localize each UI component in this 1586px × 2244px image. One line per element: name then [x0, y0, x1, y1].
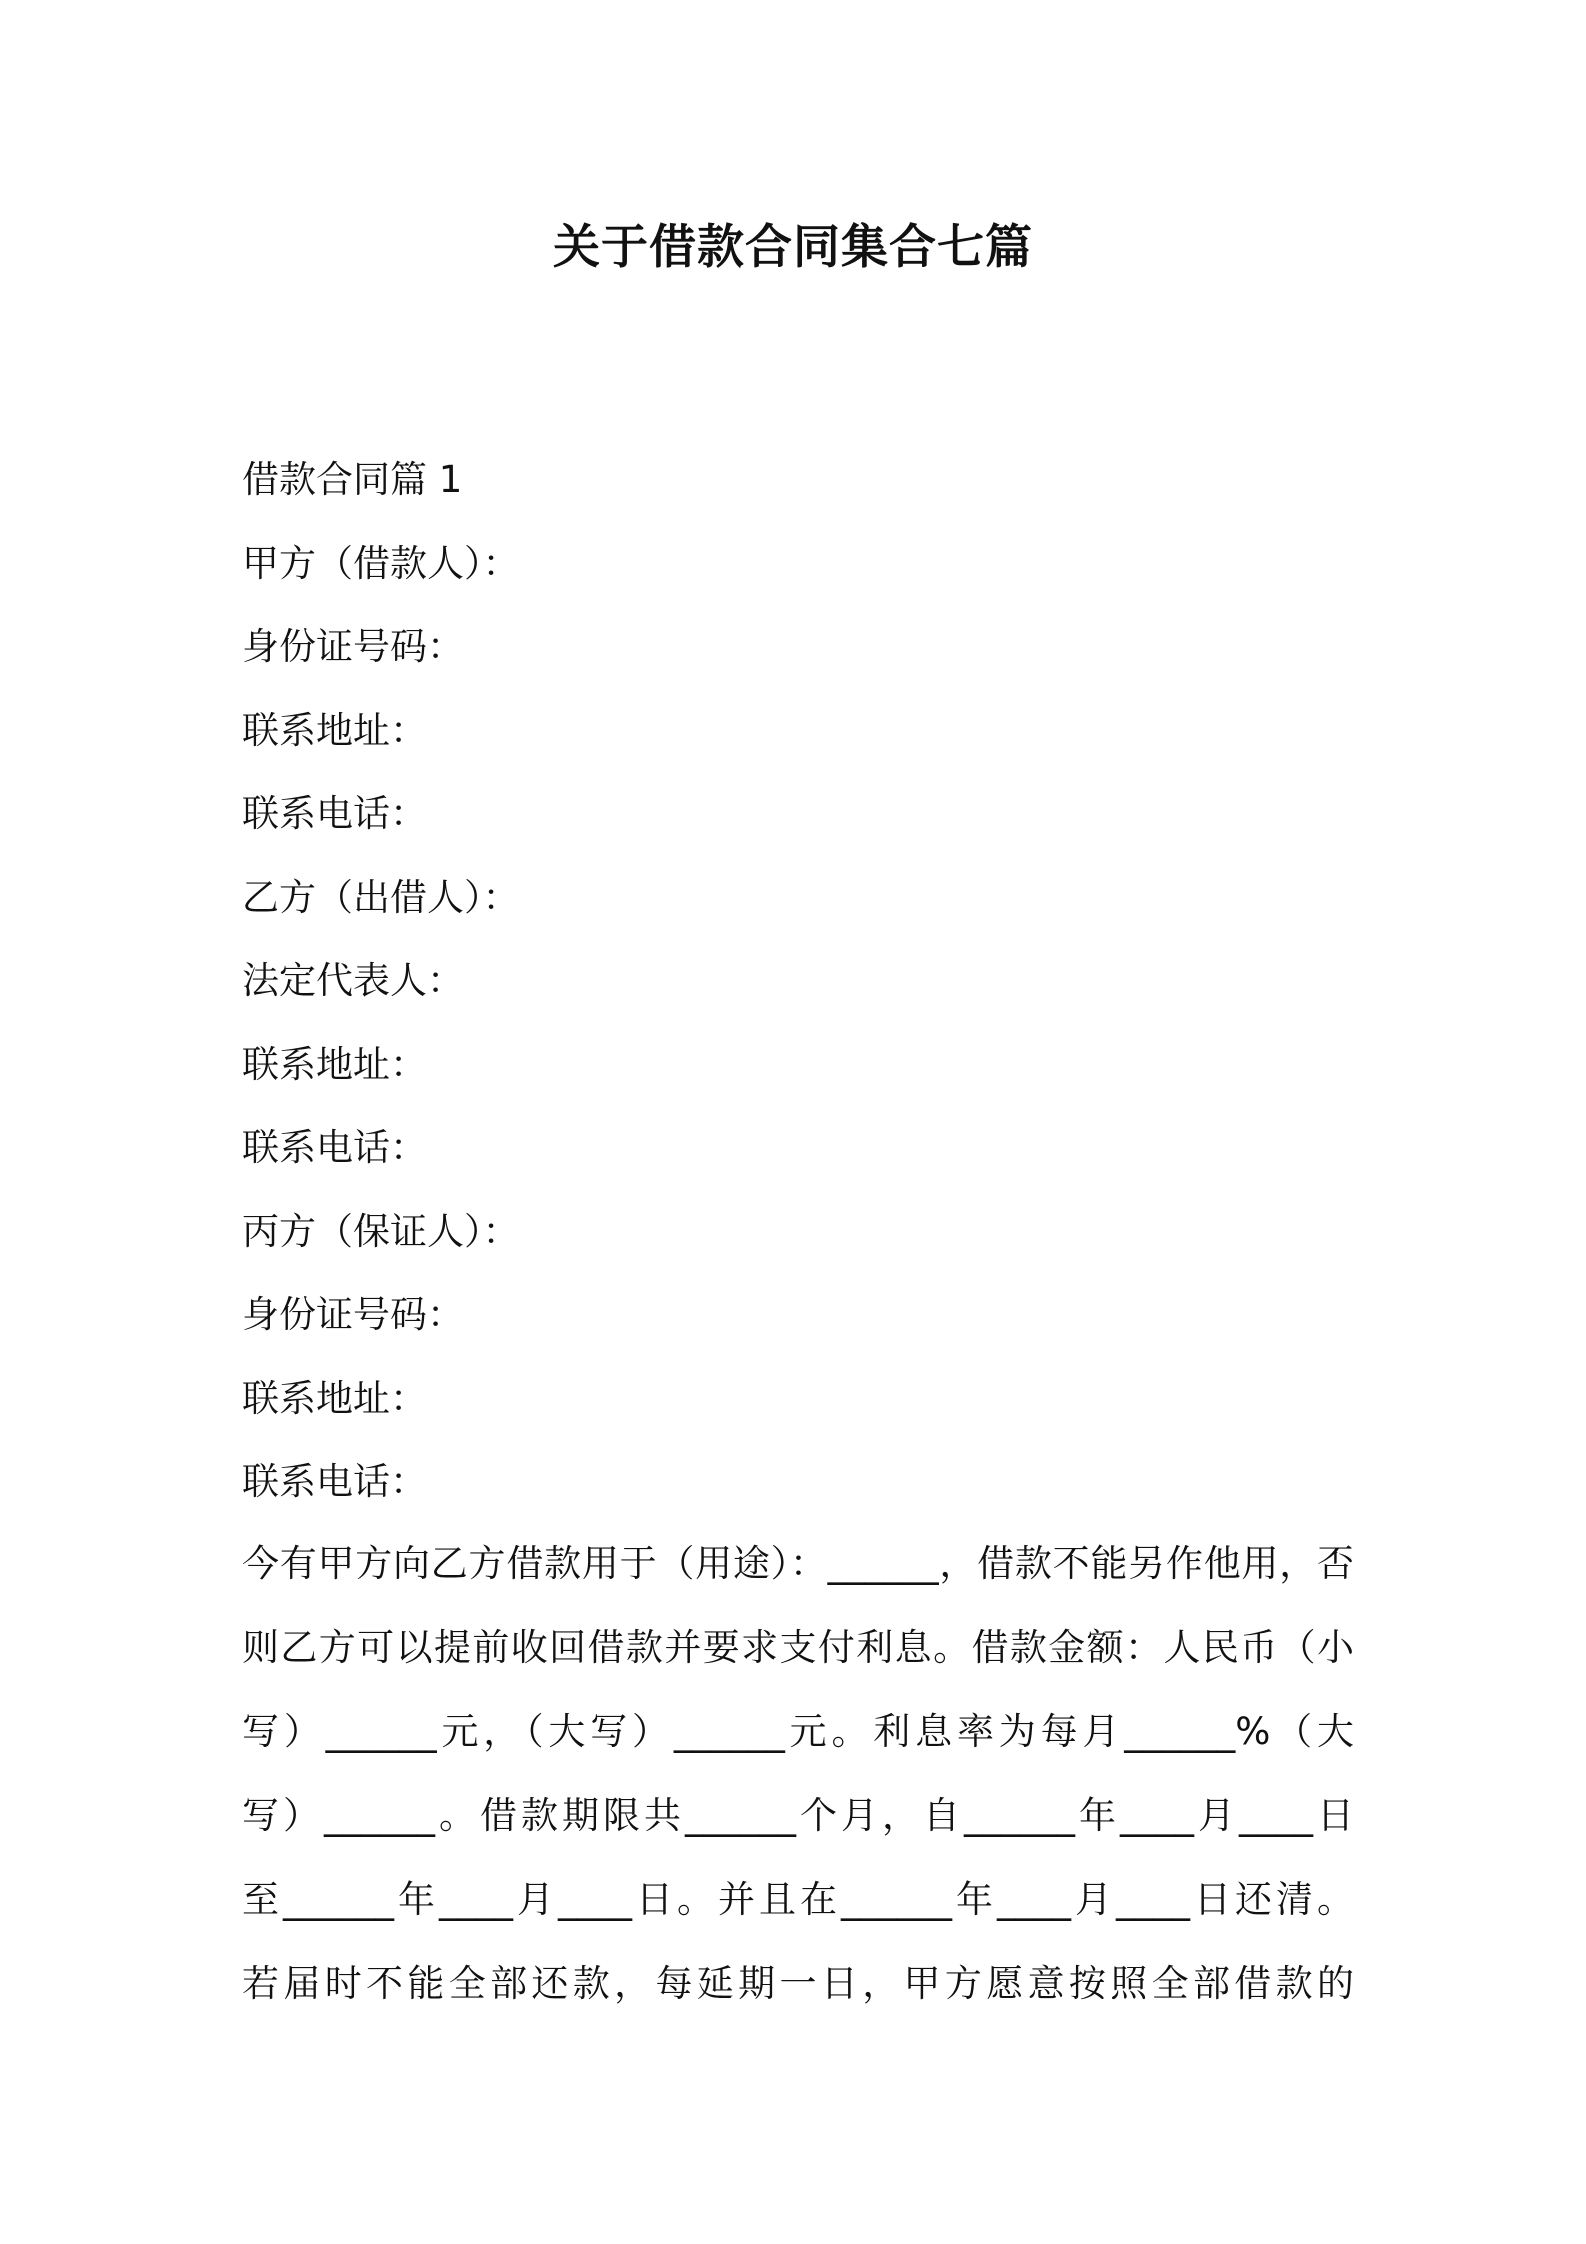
body-line: 写）______元，（大写）______元。利息率为每月______%（大 — [242, 1710, 1354, 1753]
borrower-label: 甲方（借款人）： — [242, 541, 520, 585]
lender-label: 乙方（出借人）： — [242, 875, 520, 919]
borrower-address-label: 联系地址： — [242, 708, 427, 752]
guarantor-address-label: 联系地址： — [242, 1376, 427, 1420]
section-heading: 借款合同篇 1 — [242, 458, 463, 501]
party-info-list — [242, 438, 1352, 1524]
guarantor-label: 丙方（保证人）： — [242, 1209, 520, 1253]
borrower-phone-label: 联系电话： — [242, 792, 427, 835]
lender-phone-label: 联系电话： — [242, 1126, 427, 1169]
guarantor-id-label: 身份证号码： — [242, 1293, 464, 1336]
borrower-id-label: 身份证号码： — [242, 625, 464, 668]
body-line: 至______年____月____日。并且在______年____月____日还清。 — [242, 1878, 1354, 1921]
lender-address-label: 联系地址： — [242, 1042, 427, 1086]
contract-body — [242, 1522, 1354, 2026]
body-line: 若届时不能全部还款，每延期一日，甲方愿意按照全部借款的 — [242, 1962, 1354, 2005]
document-title: 关于借款合同集合七篇 — [553, 220, 1033, 275]
body-line: 今有甲方向乙方借款用于（用途）：______，借款不能另作他用，否 — [242, 1542, 1354, 1585]
guarantor-phone-label: 联系电话： — [242, 1460, 427, 1503]
legal-representative-label: 法定代表人： — [242, 959, 464, 1002]
body-line: 写）______。借款期限共______个月，自______年____月____日 — [242, 1794, 1354, 1837]
body-line: 则乙方可以提前收回借款并要求支付利息。借款金额：人民币（小 — [242, 1626, 1354, 1669]
